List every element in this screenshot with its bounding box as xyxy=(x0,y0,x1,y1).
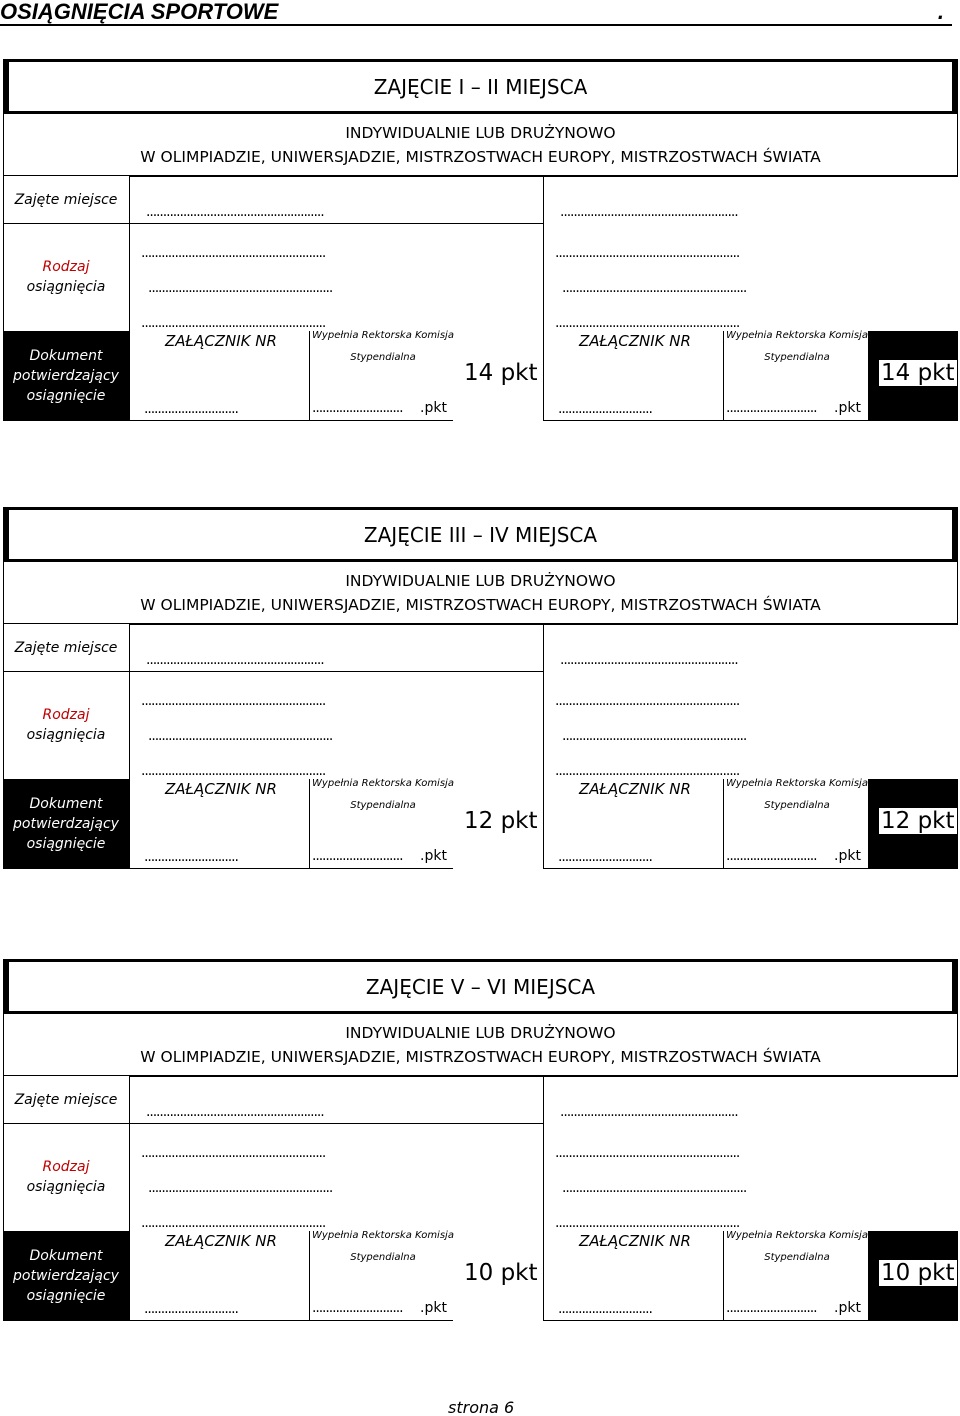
type-field[interactable]: ....................................................... xyxy=(562,728,747,744)
section-subtitle xyxy=(3,562,958,624)
label-place xyxy=(3,1076,129,1123)
label-type-line2: osiągnięcia xyxy=(26,1179,106,1195)
type-field[interactable]: ....................................................... xyxy=(141,1145,326,1161)
committee-points-field[interactable] xyxy=(312,848,454,864)
committee-points-suffix: .pkt xyxy=(420,400,447,416)
table-rule xyxy=(957,1014,958,1076)
label-place-text: Zajęte miejsce xyxy=(14,1091,118,1108)
attachment-number-field[interactable]: ............................ xyxy=(144,401,238,417)
page-title-text: OSIĄGNIĘCIA SPORTOWE xyxy=(0,0,279,24)
label-place xyxy=(3,176,129,223)
label-type xyxy=(3,223,129,331)
subtitle-line-1: INDYWIDUALNIE LUB DRUŻYNOWO xyxy=(345,1023,616,1042)
committee-points-field[interactable] xyxy=(726,848,868,864)
label-type xyxy=(3,1123,129,1231)
type-field[interactable]: ....................................................... xyxy=(141,1215,326,1231)
label-doc-line3: osiągnięcie xyxy=(26,388,106,404)
table-rule xyxy=(129,176,130,421)
page-title-dot: . xyxy=(937,0,944,24)
points-value: 14 pkt xyxy=(464,360,538,386)
attachment-number-field[interactable]: ............................ xyxy=(144,849,238,865)
subtitle-line-2: W OLIMPIADZIE, UNIWERSJADZIE, MISTRZOSTWACH EUROPY, MISTRZOSTWACH ŚWIATA xyxy=(140,1047,821,1066)
committee-line1: Wypełnia Rektorska Komisja xyxy=(312,330,454,341)
place-field[interactable]: ..................................................... xyxy=(560,652,738,668)
place-field[interactable]: ..................................................... xyxy=(146,204,324,220)
label-document xyxy=(3,331,129,421)
attachment-number-field[interactable]: ............................ xyxy=(144,1301,238,1317)
committee-points-dots: ........................... xyxy=(726,848,817,864)
attachment-number-field[interactable]: ............................ xyxy=(558,1301,652,1317)
committee-note xyxy=(308,325,458,369)
section-header xyxy=(3,959,958,1014)
attachment-label: ZAŁĄCZNIK NR xyxy=(579,1232,691,1250)
committee-points-dots: ........................... xyxy=(312,848,403,864)
committee-note xyxy=(722,325,872,369)
label-doc-line1: Dokument xyxy=(29,796,103,812)
table-rule xyxy=(957,114,958,176)
attachment-number-field[interactable]: ............................ xyxy=(558,401,652,417)
table-rule xyxy=(543,176,544,421)
subtitle-line-1: INDYWIDUALNIE LUB DRUŻYNOWO xyxy=(345,123,616,142)
type-field[interactable]: ....................................................... xyxy=(562,1180,747,1196)
points-value: 12 pkt xyxy=(464,808,538,834)
table-rule xyxy=(129,176,958,177)
label-place-text: Zajęte miejsce xyxy=(14,191,118,208)
label-doc-line2: potwierdzający xyxy=(13,368,119,384)
type-field[interactable]: ....................................................... xyxy=(141,763,326,779)
committee-points-field[interactable] xyxy=(312,400,454,416)
label-doc-line2: potwierdzający xyxy=(13,1268,119,1284)
label-type-line2: osiągnięcia xyxy=(26,727,106,743)
achievement-section xyxy=(3,59,958,421)
table-rule xyxy=(957,562,958,624)
points-value: 10 pkt xyxy=(464,1260,538,1286)
label-doc-line1: Dokument xyxy=(29,1248,103,1264)
committee-points-dots: ........................... xyxy=(726,400,817,416)
points-value: 14 pkt xyxy=(881,360,955,386)
table-rule xyxy=(543,1076,544,1321)
subtitle-line-2: W OLIMPIADZIE, UNIWERSJADZIE, MISTRZOSTWACH EUROPY, MISTRZOSTWACH ŚWIATA xyxy=(140,147,821,166)
label-doc-line1: Dokument xyxy=(29,348,103,364)
label-type-line2: osiągnięcia xyxy=(26,279,106,295)
committee-line1: Wypełnia Rektorska Komisja xyxy=(726,330,868,341)
label-document xyxy=(3,779,129,869)
type-field[interactable]: ....................................................... xyxy=(555,315,740,331)
label-type-line1: Rodzaj xyxy=(42,259,90,275)
section-heading: ZAJĘCIE V – VI MIEJSCA xyxy=(9,962,952,1011)
achievement-section xyxy=(3,959,958,1321)
type-field[interactable]: ....................................................... xyxy=(141,693,326,709)
type-field[interactable]: ....................................................... xyxy=(141,315,326,331)
page-title xyxy=(0,0,952,26)
section-header xyxy=(3,59,958,114)
attachment-label: ZAŁĄCZNIK NR xyxy=(579,332,691,350)
committee-points-suffix: .pkt xyxy=(420,1300,447,1316)
label-type xyxy=(3,671,129,779)
type-field[interactable]: ....................................................... xyxy=(555,1215,740,1231)
label-type-line1: Rodzaj xyxy=(42,1159,90,1175)
committee-line2: Stypendialna xyxy=(764,800,830,811)
label-type-line1: Rodzaj xyxy=(42,707,90,723)
label-doc-line2: potwierdzający xyxy=(13,816,119,832)
committee-line2: Stypendialna xyxy=(350,1252,416,1263)
type-field[interactable]: ....................................................... xyxy=(141,245,326,261)
place-field[interactable]: ..................................................... xyxy=(146,652,324,668)
place-field[interactable]: ..................................................... xyxy=(560,204,738,220)
committee-points-suffix: .pkt xyxy=(834,400,861,416)
attachment-number-field[interactable]: ............................ xyxy=(558,849,652,865)
section-subtitle xyxy=(3,1014,958,1076)
table-rule xyxy=(129,624,958,625)
achievement-section xyxy=(3,507,958,869)
committee-line2: Stypendialna xyxy=(350,800,416,811)
label-document xyxy=(3,1231,129,1321)
committee-line1: Wypełnia Rektorska Komisja xyxy=(726,1230,868,1241)
committee-line2: Stypendialna xyxy=(764,352,830,363)
section-heading: ZAJĘCIE III – IV MIEJSCA xyxy=(9,510,952,559)
attachment-label: ZAŁĄCZNIK NR xyxy=(165,780,277,798)
label-doc-line3: osiągnięcie xyxy=(26,836,106,852)
committee-line2: Stypendialna xyxy=(350,352,416,363)
attachment-label: ZAŁĄCZNIK NR xyxy=(165,332,277,350)
committee-points-field[interactable] xyxy=(312,1300,454,1316)
table-rule xyxy=(543,624,544,869)
section-subtitle xyxy=(3,114,958,176)
type-field[interactable]: ....................................................... xyxy=(148,1180,333,1196)
label-doc-line3: osiągnięcie xyxy=(26,1288,106,1304)
type-field[interactable]: ....................................................... xyxy=(555,693,740,709)
committee-note xyxy=(722,1225,872,1269)
committee-points-dots: ........................... xyxy=(726,1300,817,1316)
points-value: 10 pkt xyxy=(881,1260,955,1286)
committee-note xyxy=(722,773,872,817)
committee-note xyxy=(308,1225,458,1269)
type-field[interactable]: ....................................................... xyxy=(562,280,747,296)
section-heading: ZAJĘCIE I – II MIEJSCA xyxy=(9,62,952,111)
attachment-label: ZAŁĄCZNIK NR xyxy=(579,780,691,798)
committee-points-dots: ........................... xyxy=(312,400,403,416)
committee-line1: Wypełnia Rektorska Komisja xyxy=(312,778,454,789)
committee-note xyxy=(308,773,458,817)
page-number: strona 6 xyxy=(448,1398,515,1416)
committee-line1: Wypełnia Rektorska Komisja xyxy=(726,778,868,789)
table-rule xyxy=(129,624,130,869)
table-rule xyxy=(129,1076,130,1321)
type-field[interactable]: ....................................................... xyxy=(555,763,740,779)
type-field[interactable]: ....................................................... xyxy=(555,1145,740,1161)
committee-points-field[interactable] xyxy=(726,400,868,416)
table-rule xyxy=(129,1076,958,1077)
points-value: 12 pkt xyxy=(881,808,955,834)
subtitle-line-2: W OLIMPIADZIE, UNIWERSJADZIE, MISTRZOSTWACH EUROPY, MISTRZOSTWACH ŚWIATA xyxy=(140,595,821,614)
type-field[interactable]: ....................................................... xyxy=(148,728,333,744)
committee-points-dots: ........................... xyxy=(312,1300,403,1316)
subtitle-line-1: INDYWIDUALNIE LUB DRUŻYNOWO xyxy=(345,571,616,590)
place-field[interactable]: ..................................................... xyxy=(560,1104,738,1120)
attachment-label: ZAŁĄCZNIK NR xyxy=(165,1232,277,1250)
label-place-text: Zajęte miejsce xyxy=(14,639,118,656)
label-place xyxy=(3,624,129,671)
committee-points-suffix: .pkt xyxy=(420,848,447,864)
place-field[interactable]: ..................................................... xyxy=(146,1104,324,1120)
committee-points-suffix: .pkt xyxy=(834,1300,861,1316)
committee-line2: Stypendialna xyxy=(764,1252,830,1263)
committee-line1: Wypełnia Rektorska Komisja xyxy=(312,1230,454,1241)
section-header xyxy=(3,507,958,562)
committee-points-suffix: .pkt xyxy=(834,848,861,864)
committee-points-field[interactable] xyxy=(726,1300,868,1316)
type-field[interactable]: ....................................................... xyxy=(555,245,740,261)
type-field[interactable]: ....................................................... xyxy=(148,280,333,296)
